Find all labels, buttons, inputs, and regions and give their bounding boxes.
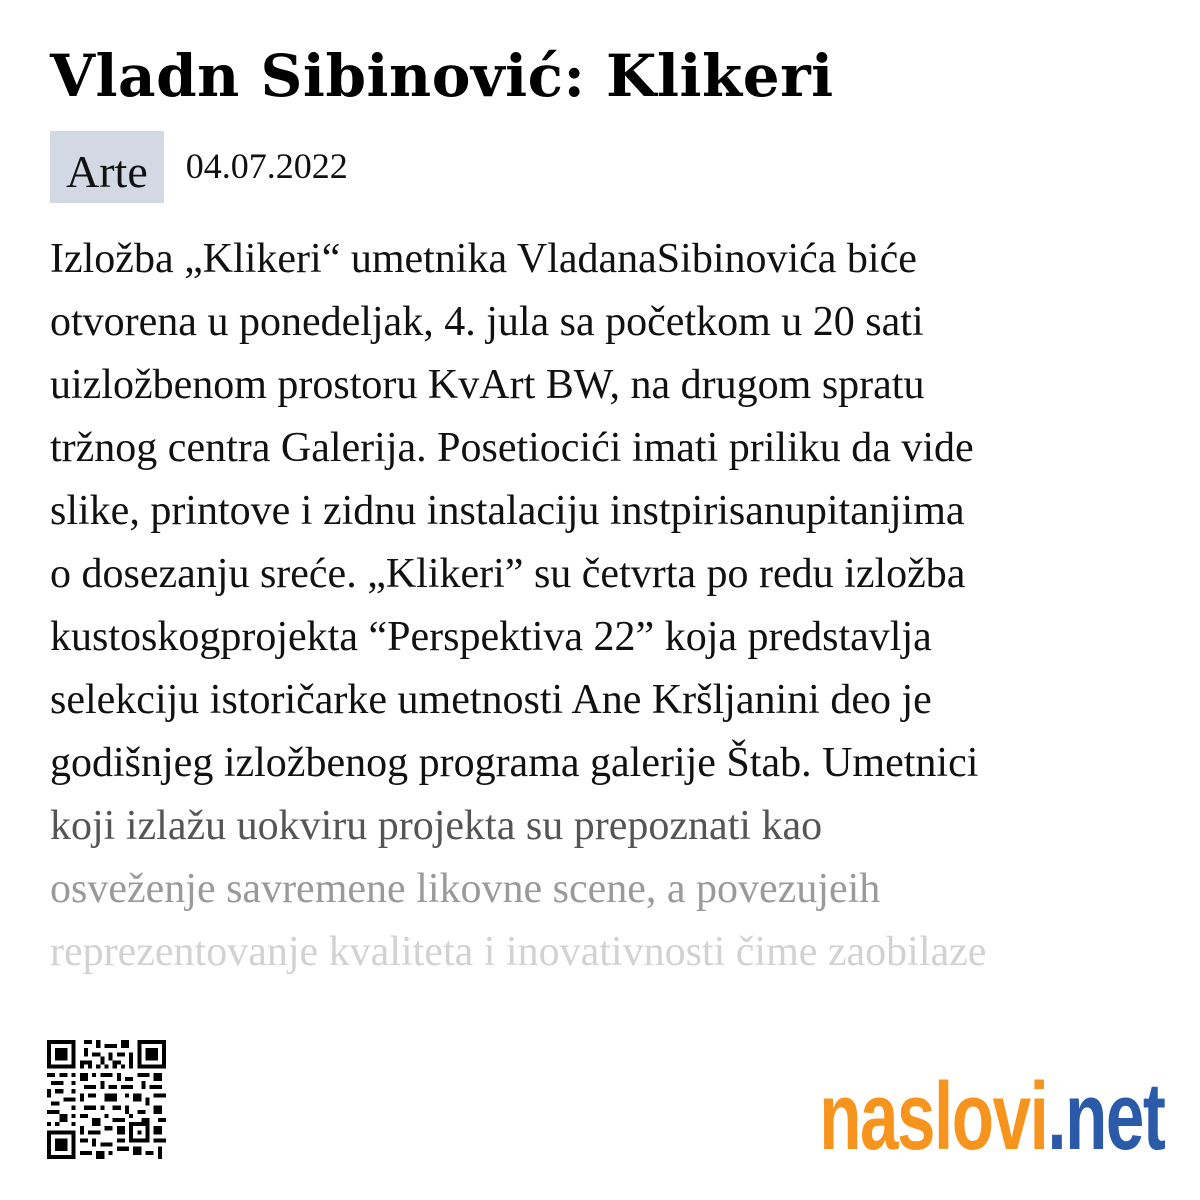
naslovi-net-logo[interactable] — [819, 1062, 1164, 1172]
article-title: Vladn Sibinović: Klikeri — [50, 42, 834, 110]
article-body — [50, 228, 1160, 984]
qr-code-icon[interactable] — [47, 1040, 166, 1159]
article-meta — [50, 131, 348, 203]
body-line: kustoskogprojekta “Perspektiva 22” koja predstavlja — [50, 614, 932, 660]
body-line: o dosezanju sreće. „Klikeri” su četvrta po redu izložba — [50, 551, 966, 597]
body-line: otvorena u ponedeljak, 4. jula sa početkom u 20 sati — [50, 299, 924, 345]
publish-date: 04.07.2022 — [185, 146, 348, 186]
body-line: osveženje savremene likovne scene, a povezujeih — [50, 866, 881, 912]
body-line: uizložbenom prostoru KvArt BW, na drugom spratu — [50, 362, 925, 408]
body-line: tržnog centra Galerija. Posetiocići imati priliku da vide — [50, 425, 974, 471]
category-badge[interactable]: Arte — [50, 131, 164, 203]
logo-text-naslovi: naslovi — [818, 1063, 1047, 1170]
body-line: godišnjeg izložbenog programa galerije Štab. Umetnici — [50, 740, 979, 786]
body-line: slike, printove i zidnu instalaciju instpirisanupitanjima — [50, 488, 965, 534]
body-line: Izložba „Klikeri“ umetnika VladanaSibinovića biće — [50, 236, 917, 282]
logo-text-net: .net — [1046, 1063, 1164, 1170]
body-line: koji izlažu uokviru projekta su prepoznati kao — [50, 803, 823, 849]
body-line: reprezentovanje kvaliteta i inovativnosti čime zaobilaze — [50, 929, 987, 975]
body-line: selekciju istoričarke umetnosti Ane Kršljanini deo je — [50, 677, 932, 723]
